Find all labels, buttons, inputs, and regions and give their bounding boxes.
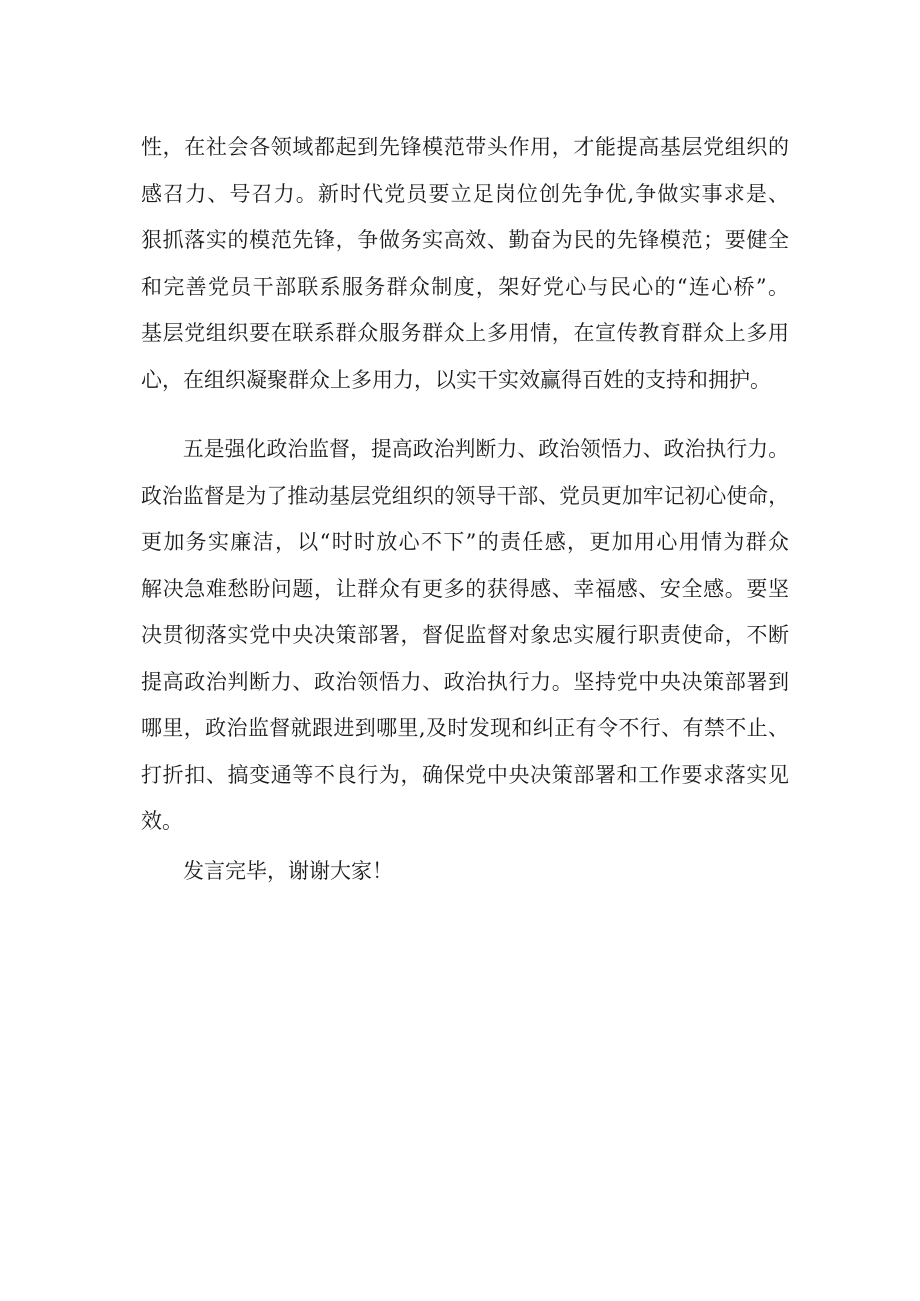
text-line: 基层党组织要在联系群众服务群众上多用情，在宣传教育群众上多用 bbox=[141, 321, 789, 345]
text-line: 解决急难愁盼问题，让群众有更多的获得感、幸福感、安全感。要坚 bbox=[141, 576, 789, 601]
text-line: 发言完毕，谢谢大家！ bbox=[141, 859, 393, 883]
text-line: 哪里，政治监督就跟进到哪里,及时发现和纠正有令不行、有禁不止、 bbox=[141, 716, 789, 740]
text-line: 打折扣、搞变通等不良行为，确保党中央决策部署和工作要求落实见 bbox=[141, 762, 789, 787]
paragraph-party-members-vanguard bbox=[141, 124, 789, 403]
text-line: 五是强化政治监督，提高政治判断力、政治领悟力、政治执行力。 bbox=[141, 437, 789, 461]
text-line: 心，在组织凝聚群众上多用力，以实干实效赢得百姓的支持和拥护。 bbox=[141, 367, 771, 392]
text-line: 提高政治判断力、政治领悟力、政治执行力。坚持党中央决策部署到 bbox=[141, 669, 789, 694]
paragraph-political-supervision bbox=[141, 426, 789, 845]
text-line: 效。 bbox=[141, 809, 183, 833]
text-line: 决贯彻落实党中央决策部署，督促监督对象忠实履行职责使命，不断 bbox=[141, 623, 789, 647]
paragraph-closing-remarks bbox=[141, 848, 789, 895]
text-line: 政治监督是为了推动基层党组织的领导干部、党员更加牢记初心使命， bbox=[141, 483, 789, 508]
text-line: 更加务实廉洁，以“时时放心不下”的责任感，更加用心用情为群众 bbox=[141, 530, 789, 554]
text-line: 和完善党员干部联系服务群众制度，架好党心与民心的“连心桥”。 bbox=[141, 274, 789, 299]
text-line: 狠抓落实的模范先锋，争做务实高效、勤奋为民的先锋模范；要健全 bbox=[141, 228, 789, 252]
text-line: 感召力、号召力。新时代党员要立足岗位创先争优,争做实事求是、 bbox=[141, 181, 789, 206]
text-line: 性，在社会各领域都起到先锋模范带头作用，才能提高基层党组织的 bbox=[141, 135, 789, 159]
